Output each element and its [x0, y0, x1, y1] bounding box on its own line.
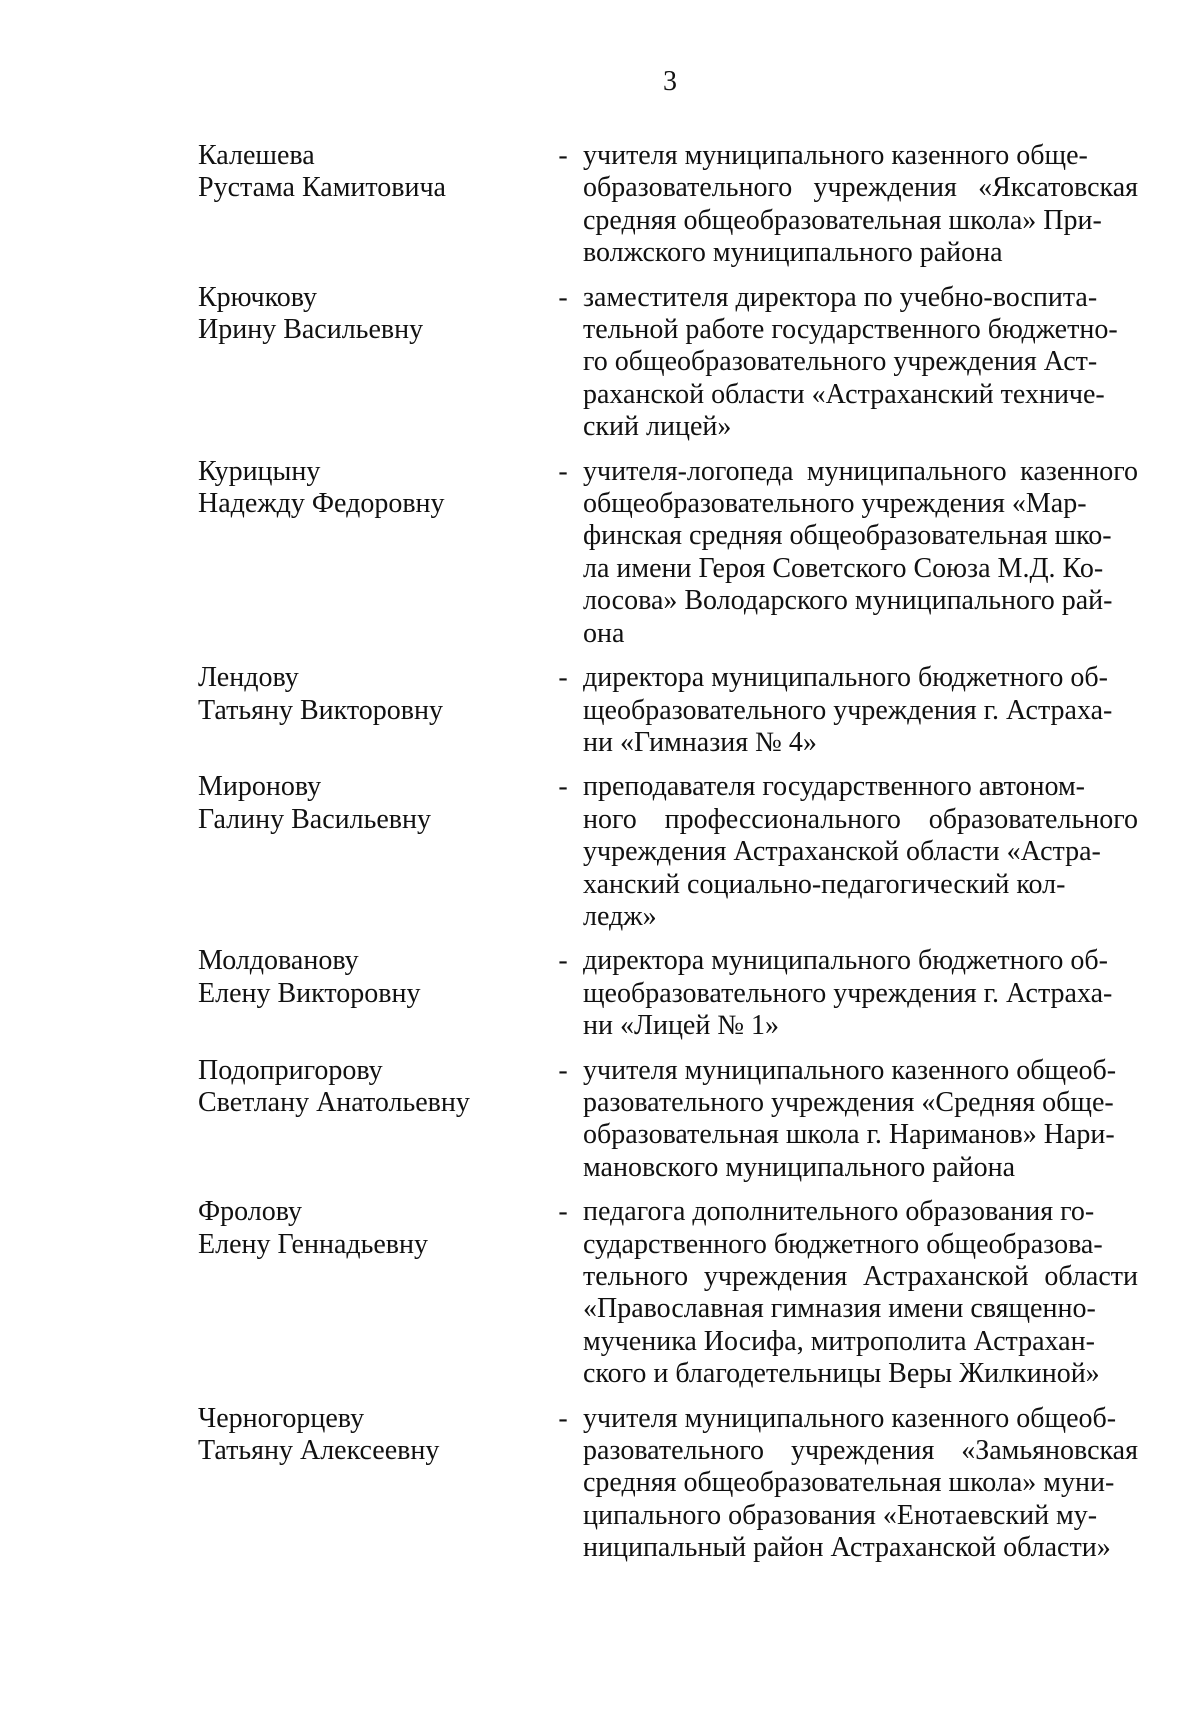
person-name [198, 1055, 543, 1185]
given-names: Галину Васильевну [198, 803, 431, 835]
position-description: директора муниципального бюджетного об- щеобразовательного учреждения г. Астраха- ни «Лицей № 1» [583, 945, 1113, 1042]
person-name [198, 1196, 543, 1390]
position-description: учителя муниципального казенного общеоб- разовательного учреждения «Замьяновская средняя общеобразовательная школа» муни- ципального образования «Енотаевский му- ниципальный район Астраханской области» [583, 1402, 1138, 1564]
person-name [198, 771, 543, 933]
position-description: преподавателя государственного автоном- ного профессионального образовательного учреждения Астраханской области «Астра- ханский социально-педагогический кол- ледж» [583, 771, 1138, 932]
position-description: учителя муниципального казенного обще- образовательного учреждения «Яксатовская средняя общеобразовательная школа» При- волжского муниципального района [583, 140, 1138, 269]
person-name [198, 282, 543, 444]
surname: Молдованову [198, 945, 359, 977]
position-description: учителя муниципального казенного общеоб- разовательного учреждения «Средняя обще- образовательная школа г. Нариманов» Нари- мановского муниципального района [583, 1054, 1117, 1183]
person-name [198, 456, 543, 650]
given-names: Татьяну Алексеевну [198, 1435, 440, 1467]
given-names: Елену Геннадьевну [198, 1228, 429, 1260]
page-number: 3 [663, 66, 677, 97]
surname: Калешева [198, 140, 315, 171]
dash: - [558, 1402, 568, 1434]
dash: - [558, 455, 568, 487]
dash: - [558, 281, 568, 313]
surname: Миронову [198, 771, 322, 803]
position-description: директора муниципального бюджетного об- щеобразовательного учреждения г. Астраха- ни «Гимназия № 4» [583, 662, 1113, 758]
dash: - [558, 945, 568, 977]
list-item [198, 1403, 1138, 1565]
list-item [198, 1055, 1138, 1185]
list-item [198, 456, 1138, 650]
person-name [198, 662, 543, 759]
given-names: Елену Викторовну [198, 977, 421, 1009]
surname: Фролову [198, 1196, 302, 1228]
dash: - [558, 771, 568, 803]
position-description: педагога дополнительного образования го- сударственного бюджетного общеобразова- тельного учреждения Астраханской области «Православная гимназия имени священно- мученика Иосифа, митрополита Астрахан- ского и благодетельницы Веры Жилкиной» [583, 1196, 1138, 1390]
given-names: Надежду Федоровну [198, 488, 445, 520]
list-item [198, 662, 1138, 759]
list-item [198, 945, 1138, 1042]
given-names: Светлану Анатольевну [198, 1086, 470, 1118]
appointee-list [198, 140, 1138, 1577]
position-description: учителя-логопеда муниципального казенного общеобразовательного учреждения «Мар- финская средняя общеобразовательная шко- ла имени Героя Советского Союза М.Д. Ко- лосова» Володарского муниципального рай- она [583, 455, 1138, 649]
surname: Подопригорову [198, 1054, 383, 1086]
position-description: заместителя директора по учебно-воспита- тельной работе государственного бюджетно- го общеобразовательного учреждения Аст- раханской области «Астраханский техниче- ский лицей» [583, 281, 1118, 443]
surname: Лендову [198, 662, 299, 694]
person-name [198, 140, 543, 270]
surname: Курицыну [198, 455, 321, 487]
person-name [198, 945, 543, 1042]
surname: Черногорцеву [198, 1402, 365, 1434]
list-item [198, 282, 1138, 444]
surname: Крючкову [198, 281, 318, 313]
person-name [198, 1403, 543, 1565]
given-names: Рустама Камитовича [198, 172, 446, 204]
dash: - [558, 662, 568, 694]
dash: - [558, 140, 568, 171]
given-names: Ирину Васильевну [198, 314, 424, 346]
given-names: Татьяну Викторовну [198, 694, 443, 726]
list-item [198, 771, 1138, 933]
dash: - [558, 1054, 568, 1086]
dash: - [558, 1196, 568, 1228]
list-item [198, 140, 1138, 270]
list-item [198, 1196, 1138, 1390]
